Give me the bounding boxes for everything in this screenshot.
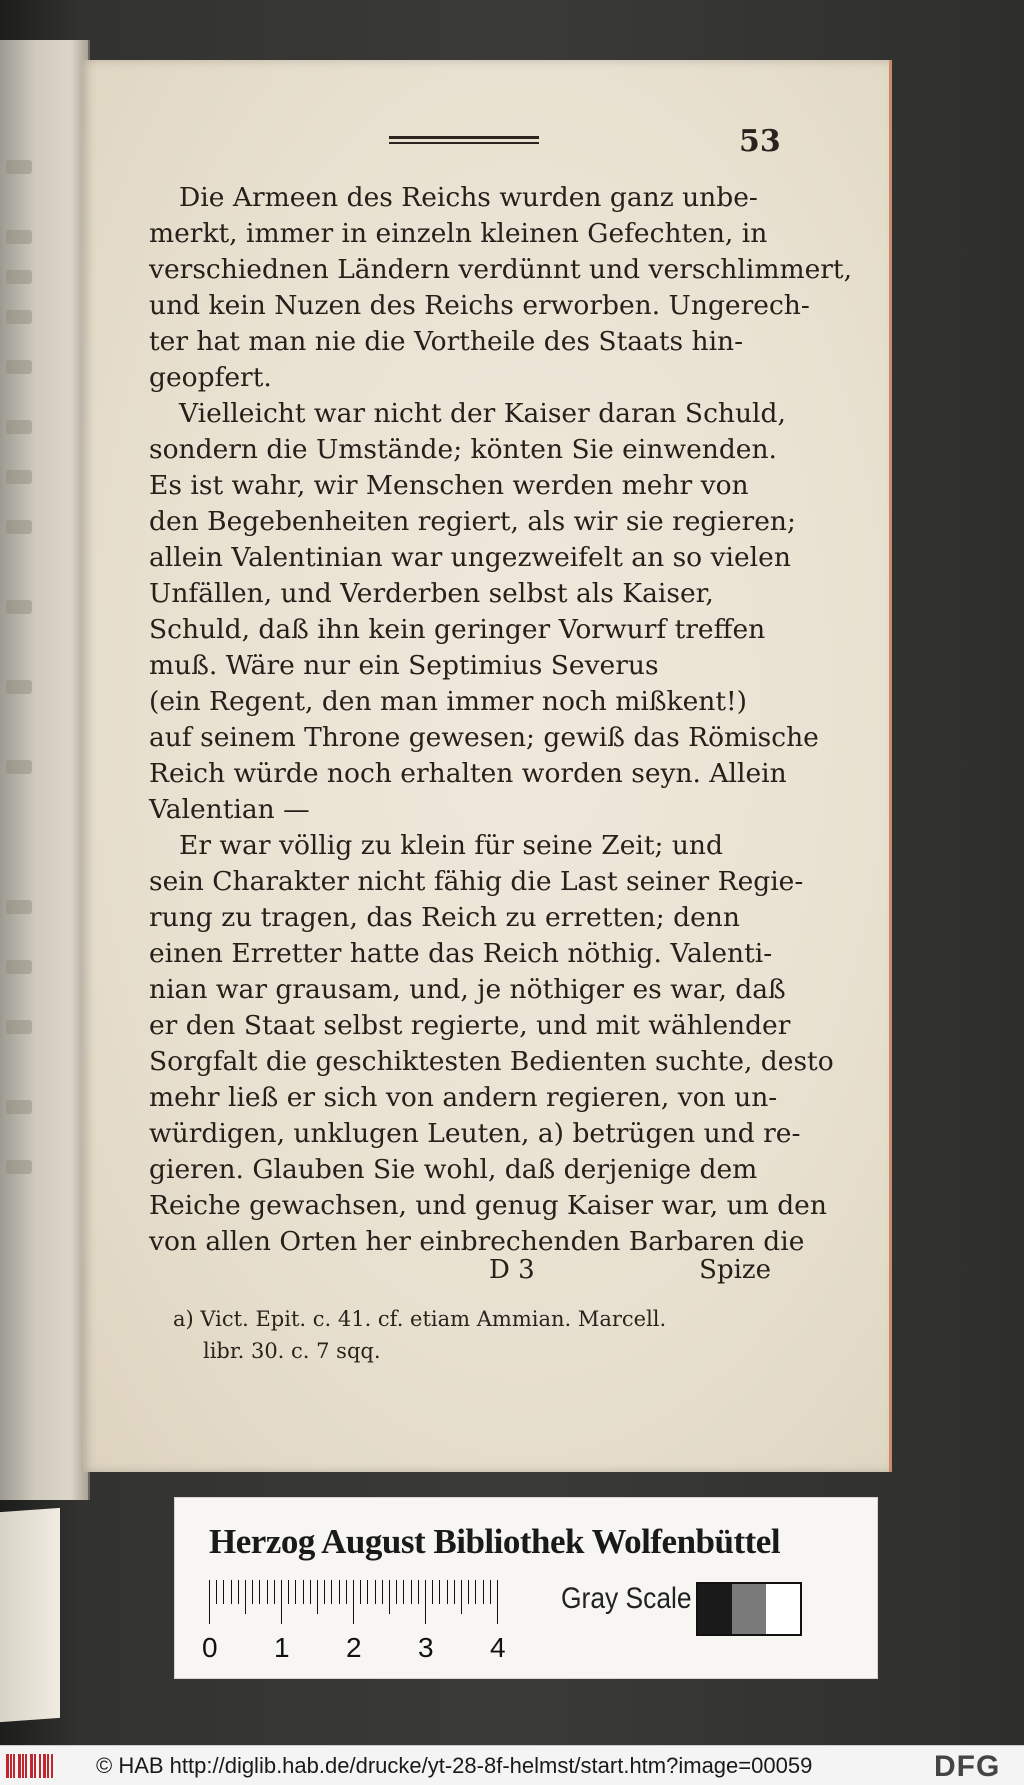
adjacent-page-edge (0, 40, 90, 1500)
barcode-icon (6, 1754, 54, 1778)
text-line: merkt, immer in einzeln kleinen Gefechten, in (149, 218, 768, 249)
ruler-tick (346, 1580, 347, 1604)
text-line: gieren. Glauben Sie wohl, daß derjenige dem (149, 1154, 758, 1185)
ruler-tick (288, 1580, 289, 1604)
ruler-number: 3 (418, 1632, 434, 1663)
header-rule (389, 136, 539, 146)
text-line: nian war grausam, und, je nöthiger es war, daß (149, 974, 786, 1005)
ruler-tick (382, 1580, 383, 1604)
ruler-tick (490, 1580, 491, 1604)
ruler-number: 4 (490, 1632, 506, 1663)
text-line: rung zu tragen, das Reich zu erretten; denn (149, 902, 740, 933)
ruler-tick (216, 1580, 217, 1604)
footnote (173, 1303, 793, 1367)
ruler-tick (310, 1580, 311, 1604)
ruler-tick (389, 1580, 390, 1614)
gray-swatch (732, 1584, 766, 1634)
source-url[interactable]: © HAB http://diglib.hab.de/drucke/yt-28-8f-helmst/start.htm?image=00059 (96, 1753, 813, 1778)
footnote-line: libr. 30. c. 7 sqq. (203, 1339, 381, 1363)
text-line: Schuld, daß ihn kein geringer Vorwurf treffen (149, 614, 766, 645)
text-line: Reich würde noch erhalten worden seyn. Allein (149, 758, 787, 789)
ruler-tick (303, 1580, 304, 1604)
text-line: Vielleicht war nicht der Kaiser daran Schuld, (179, 398, 786, 429)
ruler-tick (360, 1580, 361, 1604)
ruler-tick (209, 1580, 210, 1624)
text-line: den Begebenheiten regiert, als wir sie regieren; (149, 506, 796, 537)
text-line: sein Charakter nicht fähig die Last seiner Regie- (149, 866, 804, 897)
text-line: Sorgfalt die geschiktesten Bedienten suchte, desto (149, 1046, 834, 1077)
text-line: einen Erretter hatte das Reich nöthig. Valenti- (149, 938, 773, 969)
footnote-line: a) Vict. Epit. c. 41. cf. etiam Ammian. Marcell. (173, 1307, 667, 1331)
ruler-tick (259, 1580, 260, 1604)
ruler-number: 1 (274, 1632, 290, 1663)
ruler-tick (375, 1580, 376, 1604)
ruler-tick (245, 1580, 246, 1614)
text-line: Valentian — (149, 794, 310, 825)
gray-swatch (698, 1584, 732, 1634)
dfg-logo: DFG (934, 1750, 1001, 1783)
ruler-tick (418, 1580, 419, 1604)
gray-scale-swatches (696, 1582, 802, 1636)
text-line: Die Armeen des Reichs wurden ganz unbe- (179, 182, 758, 213)
text-line: mehr ließ er sich von andern regieren, von un- (149, 1082, 778, 1113)
text-line: (ein Regent, den man immer noch mißkent!) (149, 686, 747, 717)
ruler-tick (317, 1580, 318, 1614)
ruler-tick (267, 1580, 268, 1604)
body-text (149, 180, 853, 1260)
text-line: Er war völlig zu klein für seine Zeit; und (179, 830, 723, 861)
text-line: verschiednen Ländern verdünnt und verschlimmert, (149, 254, 853, 285)
ruler-tick (483, 1580, 484, 1604)
text-line: Es ist wahr, wir Menschen werden mehr von (149, 470, 749, 501)
ruler-tick (475, 1580, 476, 1604)
library-label-card (174, 1497, 878, 1679)
ruler-tick (432, 1580, 433, 1604)
signature-mark: D 3 (489, 1255, 535, 1285)
ruler-tick (447, 1580, 448, 1604)
ruler-tick (353, 1580, 354, 1624)
text-line: ter hat man nie die Vortheile des Staats hin- (149, 326, 744, 357)
ruler-tick (367, 1580, 368, 1604)
text-line: würdigen, unklugen Leuten, a) betrügen und re- (149, 1118, 801, 1149)
catchline (149, 1255, 771, 1291)
footer-bar (0, 1745, 1024, 1785)
text-line: Reiche gewachsen, und genug Kaiser war, um den (149, 1190, 827, 1221)
gray-swatch (766, 1584, 800, 1634)
text-line: muß. Wäre nur ein Septimius Severus (149, 650, 659, 681)
ruler-tick (411, 1580, 412, 1604)
ruler-tick (223, 1580, 224, 1604)
text-line: und kein Nuzen des Reichs erworben. Ungerech- (149, 290, 810, 321)
ruler-tick (396, 1580, 397, 1604)
gray-scale-label: Gray Scale (561, 1582, 692, 1615)
book-page (81, 60, 892, 1472)
ruler-tick (403, 1580, 404, 1604)
ruler-tick (461, 1580, 462, 1614)
ruler-tick (497, 1580, 498, 1624)
ruler-tick (238, 1580, 239, 1604)
library-name: Herzog August Bibliothek Wolfenbüttel (209, 1522, 781, 1561)
ruler-number: 2 (346, 1632, 362, 1663)
ruler-tick (252, 1580, 253, 1604)
text-line: Unfällen, und Verderben selbst als Kaiser, (149, 578, 714, 609)
ruler-tick (231, 1580, 232, 1604)
ruler-tick (281, 1580, 282, 1624)
ruler-tick (454, 1580, 455, 1604)
text-line: von allen Orten her einbrechenden Barbaren die (149, 1226, 805, 1257)
ruler-tick (425, 1580, 426, 1624)
ruler-tick (468, 1580, 469, 1604)
spine-label (0, 1508, 60, 1722)
ruler-tick (324, 1580, 325, 1604)
page-number: 53 (739, 124, 781, 159)
measurement-ruler (202, 1580, 509, 1675)
text-line: allein Valentinian war ungezweifelt an so vielen (149, 542, 791, 573)
ruler-tick (339, 1580, 340, 1604)
ruler-tick (439, 1580, 440, 1604)
text-line: er den Staat selbst regierte, und mit wählender (149, 1010, 791, 1041)
ruler-number: 0 (202, 1632, 218, 1663)
catchword: Spize (699, 1255, 771, 1285)
text-line: geopfert. (149, 362, 272, 393)
ruler-tick (274, 1580, 275, 1604)
ruler-tick (331, 1580, 332, 1604)
text-line: auf seinem Throne gewesen; gewiß das Römische (149, 722, 819, 753)
text-line: sondern die Umstände; könten Sie einwenden. (149, 434, 777, 465)
ruler-tick (295, 1580, 296, 1604)
